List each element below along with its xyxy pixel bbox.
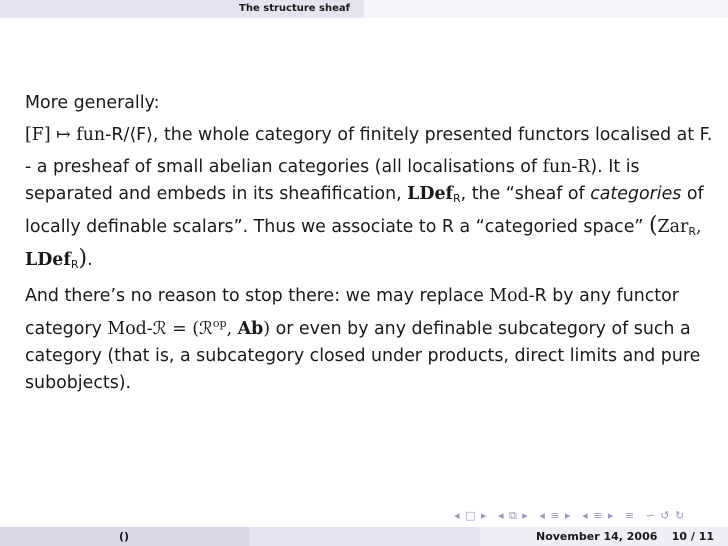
categories-word: categories [590, 184, 682, 204]
presheaf-text-b: ). It is separated and embeds in its sheafification, [25, 157, 640, 204]
footer-author: () [119, 530, 130, 543]
nav-appendix-icon[interactable]: ≡ [624, 509, 636, 522]
zar-symbol: Zar [657, 217, 689, 237]
ab-comma: , [226, 319, 238, 339]
fun-r: fun-R [542, 157, 591, 177]
nav-section-icon[interactable]: ◂ ≡ ▸ [539, 509, 572, 522]
mod-cal-prefix: Mod- [107, 319, 153, 339]
section-title: The structure sheaf [239, 3, 350, 14]
nav-subsection-list-icon[interactable]: ◂ ≡ ▸ [582, 509, 615, 522]
mod-r-prefix: Mod- [489, 286, 535, 306]
dash-r-quotient: -R/ [105, 125, 130, 145]
presheaf-end: . [87, 250, 93, 270]
general-text-a: And there’s no reason to stop there: we may replace [25, 286, 490, 306]
nav-subsection-icon[interactable]: ◂ ⧉ ▸ [497, 509, 529, 522]
ldef-subscript: R [453, 192, 461, 205]
intro-text: More generally: [25, 93, 160, 113]
equals-paren: = ( [166, 319, 199, 339]
functor-text: , the whole category of finitely presented functors [152, 125, 590, 145]
pair-comma: , [695, 217, 702, 237]
ldef-symbol: LDef [407, 184, 454, 204]
header-section-right [364, 0, 728, 18]
cal-r-2: ℛ [199, 319, 213, 339]
header-bar [0, 0, 728, 18]
footer-title-box [250, 527, 480, 546]
class-f: [F] [25, 125, 51, 145]
mod-r-letter: R [534, 286, 547, 306]
nav-search-back-forward-icon[interactable]: ∽ ↺ ↻ [645, 509, 686, 522]
presheaf-text-e: a “categoried space” [454, 217, 649, 237]
cal-r: ℛ [152, 319, 167, 339]
footer-author-box [0, 527, 250, 546]
footer-page-number: 10 / 11 [671, 530, 714, 543]
footer-date-box [480, 527, 728, 546]
paren-open: ( [648, 213, 658, 238]
maps-to-arrow: ↦ [56, 125, 71, 145]
general-text-c: or even by any definable subcategory of such a category (that is, a subcategory closed under products, direct limits and pure subobjects). [25, 319, 701, 393]
beamer-navigation[interactable] [454, 509, 704, 523]
presheaf-text-a: - a presheaf of small abelian categories (all localisations of [25, 157, 543, 177]
ab-symbol: Ab [237, 319, 264, 339]
presheaf-text-d: of locally definable scalars”. Thus we associate to [25, 184, 704, 237]
localised-text: localised at F. [594, 125, 713, 145]
footer-bar [0, 527, 728, 546]
op-superscript: op [212, 317, 227, 330]
zar-subscript: R [688, 225, 696, 238]
nav-frame-icon[interactable]: ◂ □ ▸ [454, 509, 488, 522]
paragraph-intro [25, 90, 715, 117]
presheaf-text-c: , the “sheaf of [460, 184, 591, 204]
footer-date: November 14, 2006 [536, 530, 658, 543]
header-section-left [0, 0, 364, 18]
general-text-b: by any functor category [25, 286, 679, 339]
ldef-subscript-2: R [70, 258, 79, 271]
paragraph-functor-map [25, 122, 715, 149]
paragraph-presheaf [25, 154, 715, 278]
fun-word: fun [76, 125, 106, 145]
paren-close: ) [78, 246, 88, 271]
ldef-symbol-2: LDef [25, 250, 71, 270]
angle-f: ⟨F⟩ [129, 125, 153, 145]
paragraph-generalisation [25, 283, 715, 397]
r-symbol: R [441, 217, 454, 237]
slide-content [25, 90, 715, 402]
close-paren: ) [263, 319, 271, 339]
